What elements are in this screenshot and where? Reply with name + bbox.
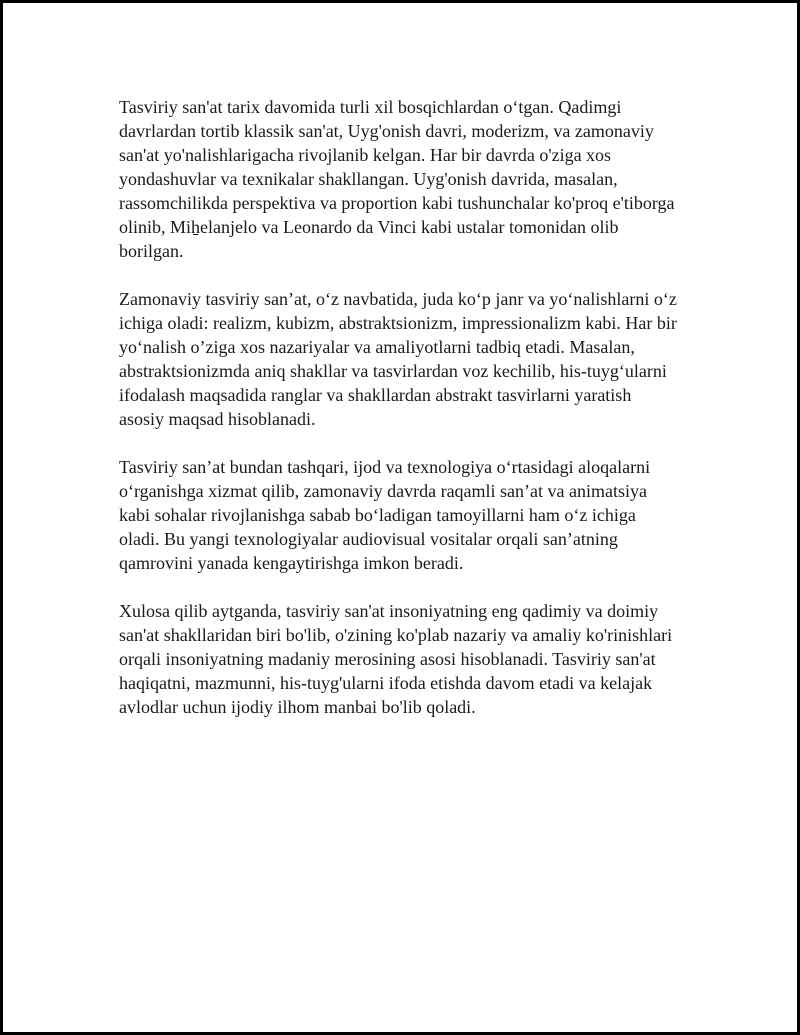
- paragraph-1: Tasviriy san'at tarix davomida turli xil bosqichlardan o‘tgan. Qadimgi davrlardan tortib klassik san'at, Uyg'onish davri, moderizm, va zamonaviy san'at yo'nalishlarigacha rivojlanib kelgan. Har bir davrda o'ziga xos yondashuvlar va texnikalar shakllangan. Uyg'onish davrida, masalan, rassomchilikda perspektiva va proportion kabi tushunchalar ko'proq e'tiborga olinib, Miẖelanjelo va Leonardo da Vinci kabi ustalar tomonidan olib borilgan.: [119, 97, 675, 261]
- paragraph-2: Zamonaviy tasviriy san’at, o‘z navbatida, juda ko‘p janr va yo‘nalishlarni o‘z ichiga oladi: realizm, kubizm, abstraktsionizm, impressionalizm kabi. Har bir yo‘nalish o’ziga xos nazariyalar va amaliyotlarni tadbiq etadi. Masalan, abstraktsionizmda aniq shakllar va tasvirlardan voz kechilib, his-tuyg‘ularni ifodalash maqsadida ranglar va shakllardan abstrakt tasvirlarni yaratish asosiy maqsad hisoblanadi.: [119, 289, 677, 429]
- paragraph-4: Xulosa qilib aytganda, tasviriy san'at insoniyatning eng qadimiy va doimiy san'at shakllaridan biri bo'lib, o'zining ko'plab nazariy va amaliy ko'rinishlari orqali insoniyatning madaniy merosining asosi hisoblanadi. Tasviriy san'at haqiqatni, mazmunni, his-tuyg'ularni ifoda etishda davom etadi va kelajak avlodlar uchun ijodiy ilhom manbai bo'lib qoladi.: [119, 601, 673, 717]
- paragraph-3: Tasviriy san’at bundan tashqari, ijod va texnologiya o‘rtasidagi aloqalarni o‘rganishga xizmat qilib, zamonaviy davrda raqamli san’at va animatsiya kabi sohalar rivojlanishga sabab bo‘ladigan tamoyillarni ham o‘z ichiga oladi. Bu yangi texnologiyalar audiovisual vositalar orqali san’atning qamrovini yanada kengaytirishga imkon beradi.: [119, 457, 651, 573]
- document-body: [119, 95, 679, 743]
